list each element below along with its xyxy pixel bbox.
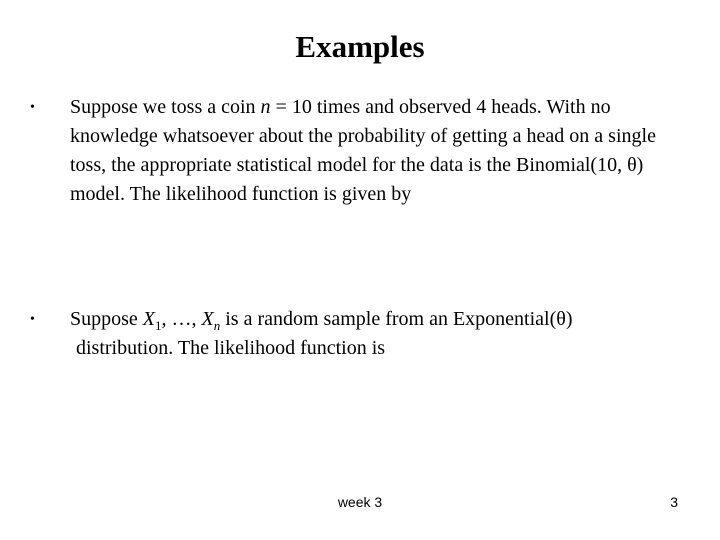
math-variable-n: n (260, 96, 271, 118)
math-subscript-1: 1 (155, 318, 162, 333)
math-variable-x: X (201, 308, 214, 330)
bullet-text-part: , …, (161, 308, 202, 330)
bullet-text-part: Suppose we toss a coin (70, 96, 261, 118)
bullet-coin-toss (30, 93, 690, 209)
bullet-text (70, 305, 690, 363)
bullet-text (70, 93, 690, 209)
bullet-exponential-sample (30, 305, 690, 363)
math-variable-x: X (142, 308, 156, 330)
bullet-text-part: is a random sample from an Exponential(θ) (220, 308, 573, 330)
bullet-text-part: = 10 times and observed 4 heads. With no knowledge whatsoever about the probability of getting a head on a single toss, the appropriate statistical model for the data is the Binomial(10, θ) model. The likelihood function is given by (70, 96, 656, 205)
page-number: 3 (670, 494, 678, 510)
bullet-marker: • (30, 100, 35, 115)
bullet-text-part: Suppose (70, 308, 143, 330)
bullet-marker: • (30, 312, 35, 327)
math-subscript-n: n (213, 318, 221, 333)
footer-label: week 3 (337, 494, 383, 510)
bullet-text-part: distribution. The likelihood function is (76, 337, 386, 359)
slide-title: Examples (295, 29, 425, 64)
